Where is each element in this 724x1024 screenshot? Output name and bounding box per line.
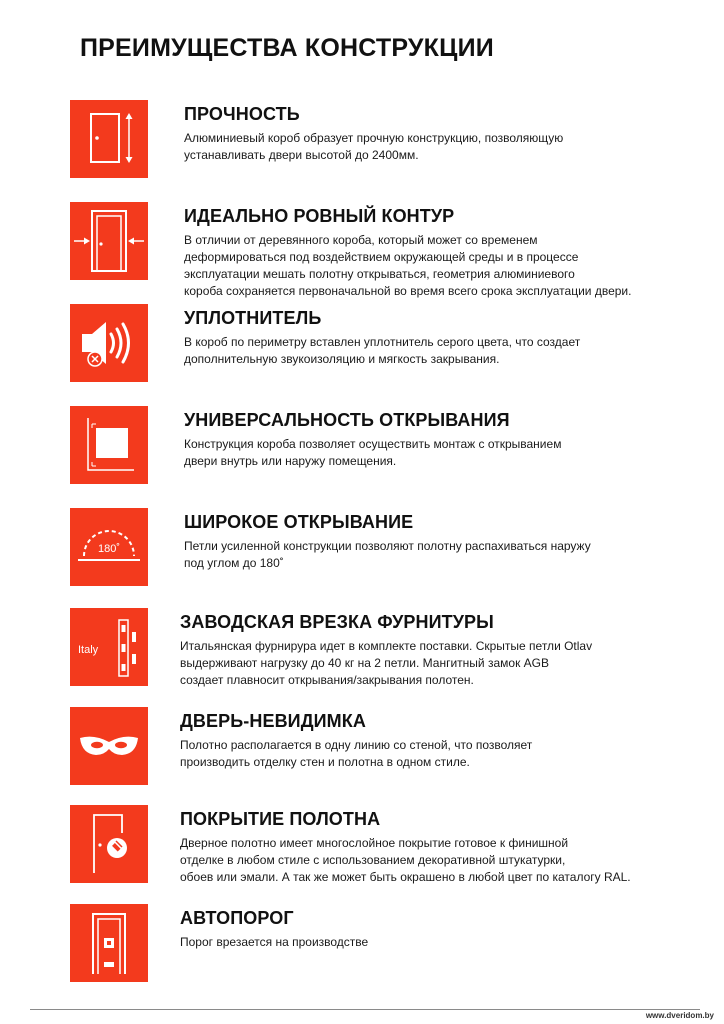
opening-direction-icon <box>70 406 148 484</box>
feature-title: УПЛОТНИТЕЛЬ <box>184 308 322 328</box>
feature-description: Полотно располагается в одну линию со стеной, что позволяет производить отделку стен и полотна в одном стиле. <box>180 738 533 769</box>
footer-website: www.dveridom.by <box>645 1011 714 1020</box>
feature-auto-threshold <box>70 904 690 982</box>
feature-description: Дверное полотно имеет многослойное покрытие готовое к финишной отделке в любом стиле с использованием декоративной штукатурки, обоев или эмали. А так же может быть окрашено в любой цвет по каталогу RAL. <box>180 836 631 884</box>
italy-hardware-icon <box>70 608 148 686</box>
feature-factory-hardware <box>70 608 690 686</box>
feature-description: В отличии от деревянного короба, который может со временем деформироваться под воздействием окружающей среды и в процессе эксплуатации мешать полотну открываться, геометрия алюминиевого короба сохраняется первоначальной во время всего срока эксплуатации двери. <box>184 233 632 298</box>
auto-threshold-icon <box>70 904 148 982</box>
feature-description: Петли усиленной конструкции позволяют полотну распахиваться наружу под углом до 180˚ <box>184 539 591 570</box>
feature-description: Итальянская фурнирура идет в комплекте поставки. Скрытые петли Otlav выдерживают нагрузку до 40 кг на 2 петли. Мангитный замок AGB создает плавносит открывания/закрывания полотен. <box>180 639 593 687</box>
feature-seal <box>70 304 690 382</box>
feature-strength <box>70 100 690 178</box>
door-paint-icon <box>70 805 148 883</box>
door-contour-icon <box>70 202 148 280</box>
svg-text:180˚: 180˚ <box>97 543 121 555</box>
feature-title: ПОКРЫТИЕ ПОЛОТНА <box>180 809 381 829</box>
footer-divider <box>30 1009 700 1010</box>
feature-wide-opening <box>70 508 690 586</box>
feature-invisible-door <box>70 707 690 785</box>
feature-description: В короб по периметру вставлен уплотнитель серого цвета, что создает дополнительную звукоизоляцию и мягкость закрывания. <box>184 335 581 366</box>
feature-title: ДВЕРЬ-НЕВИДИМКА <box>180 711 366 731</box>
svg-text:Italy: Italy <box>78 644 99 656</box>
feature-title: ШИРОКОЕ ОТКРЫВАНИЕ <box>184 512 414 532</box>
feature-title: АВТОПОРОГ <box>180 908 294 928</box>
door-height-icon <box>70 100 148 178</box>
feature-contour <box>70 202 690 298</box>
page-title: ПРЕИМУЩЕСТВА КОНСТРУКЦИИ <box>80 34 494 62</box>
mask-icon <box>70 707 148 785</box>
feature-title: ПРОЧНОСТЬ <box>184 104 300 124</box>
sound-insulation-icon <box>70 304 148 382</box>
feature-title: УНИВЕРСАЛЬНОСТЬ ОТКРЫВАНИЯ <box>184 410 510 430</box>
feature-title: ЗАВОДСКАЯ ВРЕЗКА ФУРНИТУРЫ <box>180 612 494 632</box>
opening-180-icon <box>70 508 148 586</box>
feature-description: Алюминиевый короб образует прочную конструкцию, позволяющую устанавливать двери высотой до 2400мм. <box>184 131 564 162</box>
feature-coating <box>70 805 690 883</box>
feature-description: Порог врезается на производстве <box>180 935 369 949</box>
feature-description: Конструкция короба позволяет осуществить монтаж с открыванием двери внутрь или наружу помещения. <box>184 437 562 468</box>
feature-universal-opening <box>70 406 690 484</box>
feature-title: ИДЕАЛЬНО РОВНЫЙ КОНТУР <box>184 206 455 226</box>
